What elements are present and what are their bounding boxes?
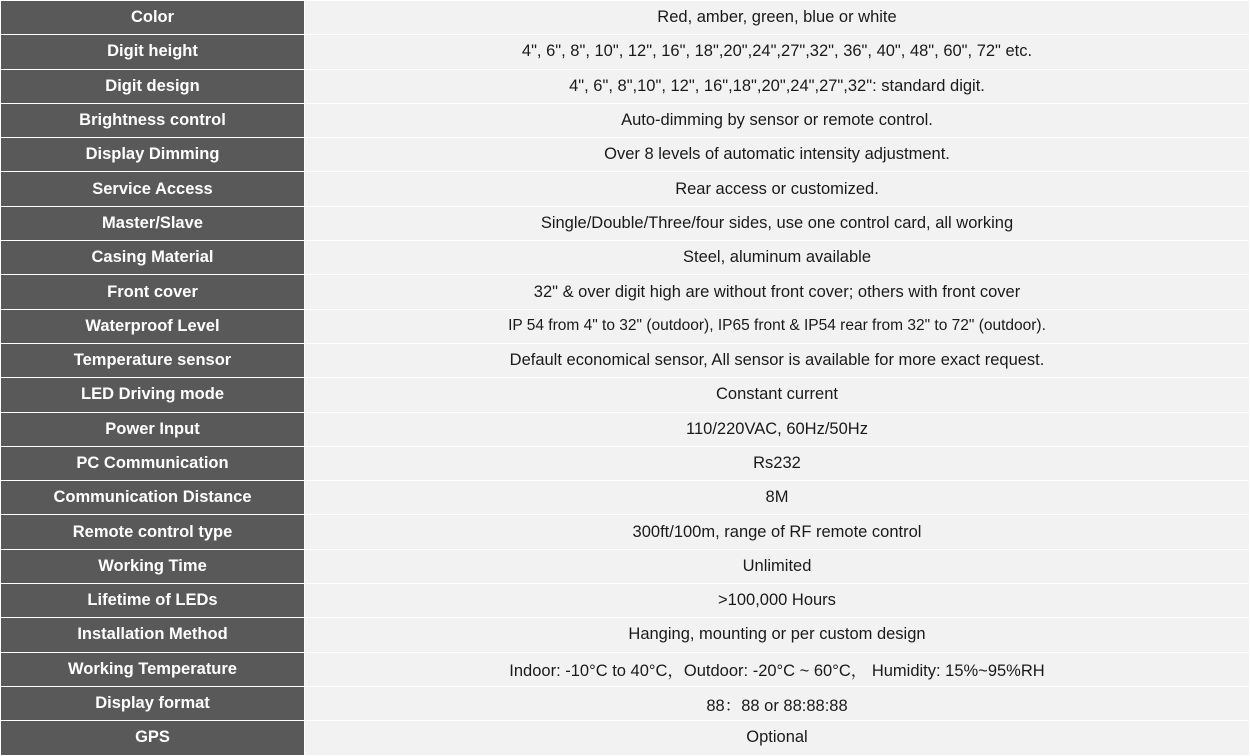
row-value: Rs232 [305,446,1250,480]
row-label: Casing Material [1,241,305,275]
row-label: Working Temperature [1,652,305,686]
row-label: Waterproof Level [1,309,305,343]
row-label: Remote control type [1,515,305,549]
row-label: Master/Slave [1,206,305,240]
table-row [1,618,1250,652]
row-value: Over 8 levels of automatic intensity adjustment. [305,138,1250,172]
row-label: LED Driving mode [1,378,305,412]
table-row [1,309,1250,343]
table-row [1,138,1250,172]
row-label: Color [1,1,305,35]
row-value: 110/220VAC, 60Hz/50Hz [305,412,1250,446]
table-row [1,103,1250,137]
row-label: Power Input [1,412,305,446]
row-label: Installation Method [1,618,305,652]
table-row [1,412,1250,446]
table-row [1,343,1250,377]
row-value: 300ft/100m, range of RF remote control [305,515,1250,549]
row-value: Default economical sensor, All sensor is available for more exact request. [305,343,1250,377]
row-label: PC Communication [1,446,305,480]
row-value: 8M [305,481,1250,515]
row-label: Communication Distance [1,481,305,515]
row-value: Red, amber, green, blue or white [305,1,1250,35]
row-value: 4", 6", 8",10", 12", 16",18",20",24",27",32": standard digit. [305,69,1250,103]
table-row [1,69,1250,103]
table-row [1,172,1250,206]
row-label: Display format [1,686,305,720]
table-row [1,515,1250,549]
row-label: Lifetime of LEDs [1,584,305,618]
row-label: Service Access [1,172,305,206]
table-row [1,721,1250,755]
table-row [1,446,1250,480]
table-row [1,241,1250,275]
row-value: Single/Double/Three/four sides, use one control card, all working [305,206,1250,240]
row-value: 4", 6", 8", 10", 12", 16", 18",20",24",27",32", 36", 40", 48", 60", 72" etc. [305,35,1250,69]
row-label: GPS [1,721,305,755]
table-row [1,584,1250,618]
row-value: Unlimited [305,549,1250,583]
table-row [1,1,1250,35]
row-value: 32" & over digit high are without front cover; others with front cover [305,275,1250,309]
row-label: Working Time [1,549,305,583]
table-row [1,481,1250,515]
row-value: Rear access or customized. [305,172,1250,206]
table-row [1,686,1250,720]
row-label: Display Dimming [1,138,305,172]
table-row [1,549,1250,583]
table-row [1,378,1250,412]
table-row [1,652,1250,686]
row-value: >100,000 Hours [305,584,1250,618]
row-value: Indoor: -10°C to 40°C，Outdoor: -20°C ~ 60°C， Humidity: 15%~95%RH [305,652,1250,686]
row-value: Constant current [305,378,1250,412]
row-value: 88：88 or 88:88:88 [305,686,1250,720]
row-label: Digit design [1,69,305,103]
row-label: Front cover [1,275,305,309]
row-value: Steel, aluminum available [305,241,1250,275]
row-label: Brightness control [1,103,305,137]
row-value: Optional [305,721,1250,755]
table-row [1,275,1250,309]
table-body [1,1,1250,756]
table-row [1,206,1250,240]
row-value: Auto-dimming by sensor or remote control. [305,103,1250,137]
row-label: Digit height [1,35,305,69]
row-label: Temperature sensor [1,343,305,377]
table-row [1,35,1250,69]
row-value: Hanging, mounting or per custom design [305,618,1250,652]
row-value: IP 54 from 4" to 32" (outdoor), IP65 front & IP54 rear from 32" to 72" (outdoor). [305,309,1250,343]
